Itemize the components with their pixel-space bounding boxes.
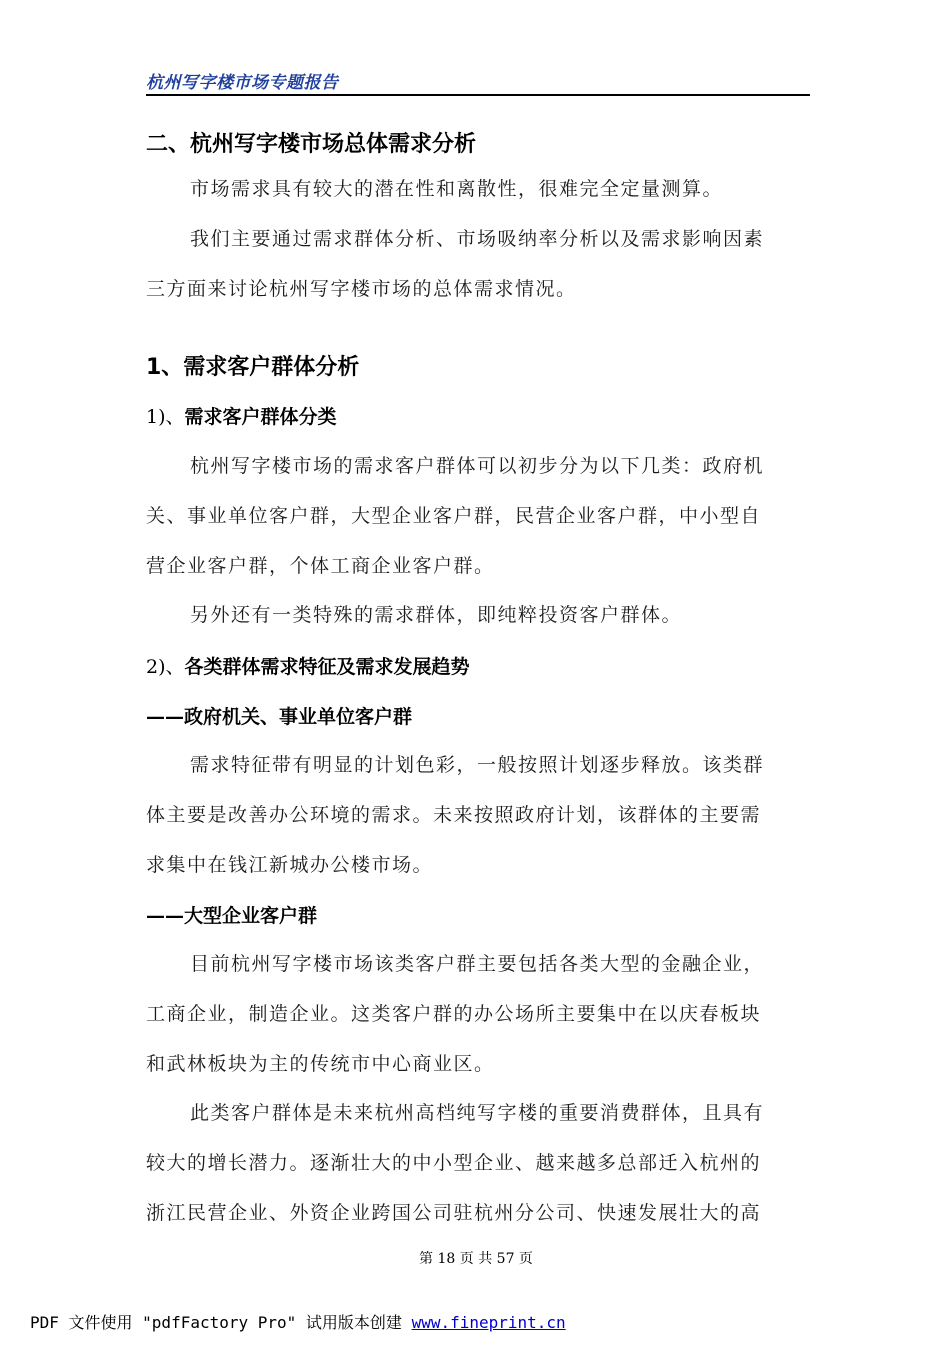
text-line: 杭州写字楼市场的需求客户群体可以初步分为以下几类：政府机 (190, 455, 765, 477)
page-number: 第 18 页 共 57 页 (419, 1251, 533, 1267)
heading-number: 1)、 (146, 406, 185, 428)
enterprise-paragraph-2 (146, 1088, 810, 1238)
text-line: 目前杭州写字楼市场该类客户群主要包括各类大型的金融企业， (190, 953, 765, 975)
heading-text: 各类群体需求特征及需求发展趋势 (184, 656, 470, 678)
heading-2 (146, 652, 470, 679)
header-rule (146, 94, 810, 96)
s1-paragraph-2 (146, 590, 810, 640)
enterprise-paragraph-1 (146, 939, 810, 1089)
text-line: 和武林板块为主的传统市中心商业区。 (146, 1053, 495, 1075)
group-title-enterprise: ——大型企业客户群 (146, 905, 318, 927)
watermark-link[interactable]: www.fineprint.cn (411, 1313, 566, 1332)
text-line: 需求特征带有明显的计划色彩，一般按照计划逐步释放。该类群 (190, 754, 765, 776)
text-line: 求集中在钱江新城办公楼市场。 (146, 854, 434, 876)
text-line: 关、事业单位客户群，大型企业客户群，民营企业客户群，中小型自 (146, 505, 762, 527)
text-line: 我们主要通过需求群体分析、市场吸纳率分析以及需求影响因素 (190, 228, 765, 250)
heading-number: 2)、 (146, 656, 185, 678)
text-line: 浙江民营企业、外资企业跨国公司驻杭州分公司、快速发展壮大的高 (146, 1202, 762, 1224)
text-line: 营企业客户群，个体工商企业客户群。 (146, 555, 495, 577)
text-line: 另外还有一类特殊的需求群体，即纯粹投资客户群体。 (190, 604, 683, 626)
group-title-government: ——政府机关、事业单位客户群 (146, 706, 413, 728)
text-line: 市场需求具有较大的潜在性和离散性，很难完全定量测算。 (190, 178, 724, 200)
intro-paragraph-2 (146, 214, 810, 314)
intro-paragraph-1 (146, 164, 810, 214)
section-title: 二、杭州写字楼市场总体需求分析 (146, 132, 477, 157)
heading-1 (146, 402, 337, 429)
heading-text: 需求客户群体分类 (184, 406, 337, 428)
subsection-title: 1、需求客户群体分析 (146, 355, 360, 380)
watermark-text: PDF 文件使用 "pdfFactory Pro" 试用版本创建 (30, 1313, 412, 1332)
text-line: 三方面来讨论杭州写字楼市场的总体需求情况。 (146, 278, 577, 300)
header-title: 杭州写字楼市场专题报告 (146, 73, 339, 93)
government-paragraph (146, 740, 810, 890)
text-line: 此类客户群体是未来杭州高档纯写字楼的重要消费群体，且具有 (190, 1102, 765, 1124)
text-line: 工商企业，制造企业。这类客户群的办公场所主要集中在以庆春板块 (146, 1003, 762, 1025)
text-line: 较大的增长潜力。逐渐壮大的中小型企业、越来越多总部迁入杭州的 (146, 1152, 762, 1174)
text-line: 体主要是改善办公环境的需求。未来按照政府计划，该群体的主要需 (146, 804, 762, 826)
pdf-watermark (30, 1310, 566, 1333)
s1-paragraph-1 (146, 441, 810, 591)
